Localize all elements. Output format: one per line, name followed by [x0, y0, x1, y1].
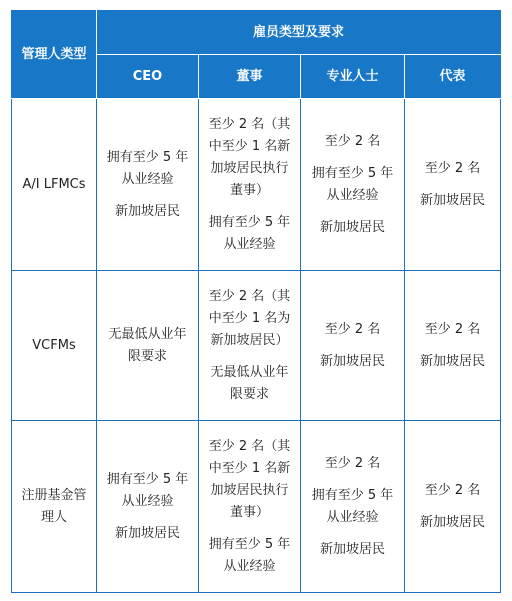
manager-type-cell: 注册基金管理人 — [12, 421, 97, 593]
requirement-text: 至少 2 名（其中至少 1 名为新加坡居民） — [208, 288, 291, 348]
table-row — [12, 99, 501, 271]
header-employee-requirements: 雇员类型及要求 — [97, 11, 501, 55]
representative-cell — [405, 99, 501, 271]
requirement-text: 至少 2 名 — [424, 321, 481, 337]
requirement-text: 拥有至少 5 年从业经验 — [208, 536, 291, 574]
professional-cell — [301, 421, 405, 593]
header-representative: 代表 — [405, 55, 501, 99]
header-manager-type: 管理人类型 — [12, 11, 97, 99]
requirement-text: 新加坡居民 — [319, 541, 385, 557]
header-ceo: CEO — [97, 55, 199, 99]
ceo-cell — [97, 421, 199, 593]
requirements-table — [11, 10, 501, 593]
header-professional: 专业人士 — [301, 55, 405, 99]
director-cell — [199, 99, 301, 271]
requirement-text: 拥有至少 5 年从业经验 — [208, 214, 291, 252]
professional-cell — [301, 271, 405, 421]
requirement-text: 新加坡居民 — [114, 203, 180, 219]
manager-type-cell: VCFMs — [12, 271, 97, 421]
requirement-text: 至少 2 名 — [324, 321, 381, 337]
requirement-text: 拥有至少 5 年从业经验 — [311, 487, 394, 525]
requirement-text: 无最低从业年限要求 — [108, 326, 187, 364]
requirement-text: 至少 2 名 — [424, 160, 481, 176]
representative-cell — [405, 271, 501, 421]
table-row — [12, 421, 501, 593]
professional-cell — [301, 99, 405, 271]
requirement-text: 至少 2 名（其中至少 1 名新加坡居民执行董事） — [208, 116, 291, 198]
requirement-text: 无最低从业年限要求 — [210, 364, 289, 402]
requirement-text: 至少 2 名（其中至少 1 名新加坡居民执行董事） — [208, 438, 291, 520]
requirement-text: 新加坡居民 — [319, 353, 385, 369]
requirement-text: 新加坡居民 — [419, 353, 485, 369]
manager-type-cell: A/I LFMCs — [12, 99, 97, 271]
requirement-text: 拥有至少 5 年从业经验 — [106, 149, 189, 187]
requirement-text: 至少 2 名 — [324, 455, 381, 471]
requirement-text: 至少 2 名 — [424, 482, 481, 498]
requirement-text: 新加坡居民 — [419, 192, 485, 208]
ceo-cell — [97, 99, 199, 271]
director-cell — [199, 271, 301, 421]
requirement-text: 拥有至少 5 年从业经验 — [311, 165, 394, 203]
ceo-cell — [97, 271, 199, 421]
requirement-text: 拥有至少 5 年从业经验 — [106, 471, 189, 509]
requirement-text: 新加坡居民 — [319, 219, 385, 235]
requirement-text: 至少 2 名 — [324, 133, 381, 149]
table-row — [12, 271, 501, 421]
requirement-text: 新加坡居民 — [419, 514, 485, 530]
director-cell — [199, 421, 301, 593]
representative-cell — [405, 421, 501, 593]
header-director: 董事 — [199, 55, 301, 99]
requirement-text: 新加坡居民 — [114, 525, 180, 541]
